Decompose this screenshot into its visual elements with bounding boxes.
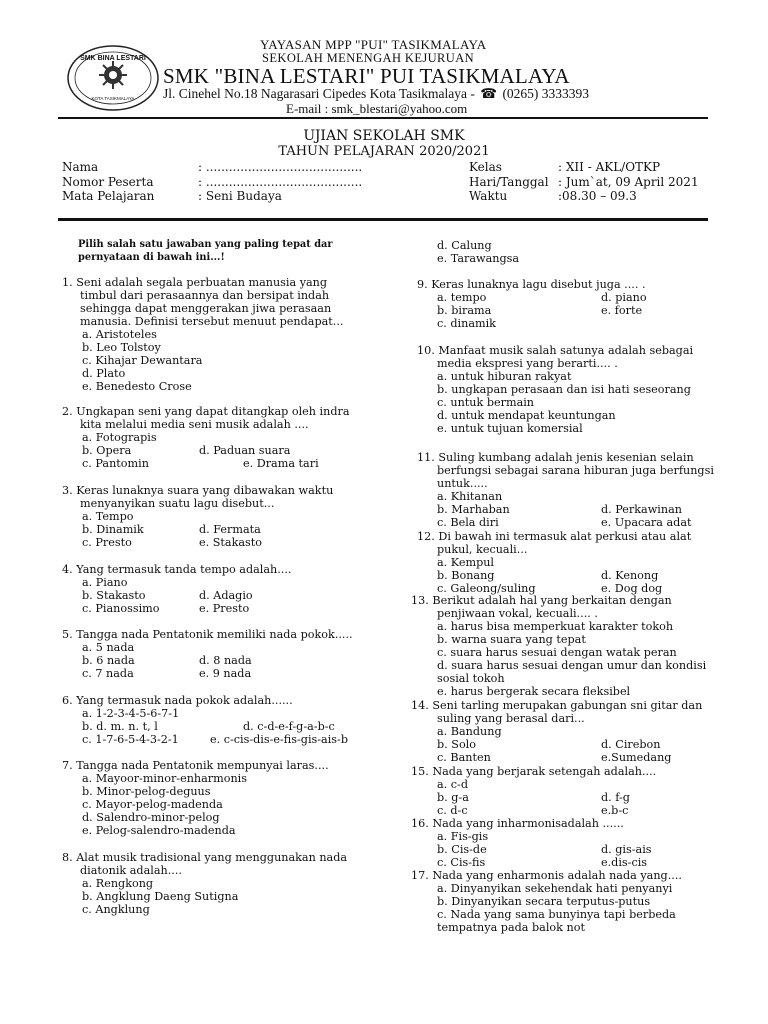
question-5: 5. Tangga nada Pentatonik memiliki nada pokok..... — [62, 628, 353, 641]
answer-option: b. Cis-de — [437, 843, 487, 856]
answer-option: a. Bandung — [437, 725, 502, 738]
question-text-cont: manusia. Definisi tersebut menuut pendapat... — [80, 315, 344, 328]
question-text-cont: kita melalui media seni musik adalah .... — [80, 418, 309, 431]
answer-option: c. Banten — [437, 751, 491, 764]
answer-option: b. Leo Tolstoy — [82, 341, 161, 354]
answer-option: d. Cirebon — [601, 738, 661, 751]
question-3: 3. Keras lunaknya suara yang dibawakan waktu — [62, 484, 334, 497]
exam-year: TAHUN PELAJARAN 2020/2021 — [278, 144, 490, 159]
school-address — [163, 86, 589, 102]
answer-option: e.Sumedang — [601, 751, 672, 764]
answer-option: e. Tarawangsa — [437, 252, 520, 265]
answer-option: sosial tokoh — [437, 672, 505, 685]
telephone-icon: ☎ — [480, 86, 498, 101]
answer-option: a. 1-2-3-4-5-6-7-1 — [82, 707, 180, 720]
answer-option: e. Benedesto Crose — [82, 380, 192, 393]
answer-option: e. Presto — [199, 602, 250, 615]
answer-option: d. suara harus sesuai dengan umur dan kondisi — [437, 659, 707, 672]
answer-option: b. Marhaban — [437, 503, 510, 516]
answer-option: b. 6 nada — [82, 654, 135, 667]
answer-option: a. Fis-gis — [437, 830, 489, 843]
answer-option: d. Fermata — [199, 523, 261, 536]
question-text-cont: media ekspresi yang berarti.... . — [437, 357, 618, 370]
question-14: 14. Seni tarling merupakan gabungan sni gitar dan — [411, 699, 703, 712]
answer-option: d. Plato — [82, 367, 126, 380]
question-7: 7. Tangga nada Pentatonik mempunyai laras.... — [62, 759, 329, 772]
field-value: :08.30 – 09.3 — [558, 189, 637, 203]
school-type: SEKOLAH MENENGAH KEJURUAN — [262, 51, 475, 65]
answer-option: a. c-d — [437, 778, 468, 791]
school-name: SMK "BINA LESTARI" PUI TASIKMALAYA — [163, 64, 570, 88]
answer-option: b. warna suara yang tepat — [437, 633, 586, 646]
question-text-cont: berfungsi sebagai sarana hiburan juga berfungsi — [437, 464, 714, 477]
info-divider — [58, 218, 708, 221]
answer-option: e. Dog dog — [601, 582, 663, 595]
question-text-cont: untuk..... — [437, 477, 488, 490]
question-8: 8. Alat musik tradisional yang menggunakan nada — [62, 851, 348, 864]
logo-text-bottom: KOTA TASIKMALAYA — [91, 96, 135, 101]
answer-option: d. 8 nada — [199, 654, 252, 667]
question-text-cont: sehingga dapat menggerakan jiwa perasaan — [80, 302, 332, 315]
field-value: : Jum`at, 09 April 2021 — [558, 175, 699, 189]
answer-option: d. piano — [601, 291, 647, 304]
answer-option: d. Salendro-minor-pelog — [82, 811, 220, 824]
question-10: 10. Manfaat musik salah satunya adalah sebagai — [417, 344, 694, 357]
foundation-name: YAYASAN MPP "PUI" TASIKMALAYA — [260, 37, 487, 52]
answer-option: c. Kihajar Dewantara — [82, 354, 203, 367]
answer-option: e. Stakasto — [199, 536, 262, 549]
answer-option: e. 9 nada — [199, 667, 252, 680]
answer-option: c. Pianossimo — [82, 602, 160, 615]
field-label: Nama — [62, 160, 99, 174]
answer-option: a. 5 nada — [82, 641, 135, 654]
answer-option: c. 7 nada — [82, 667, 134, 680]
answer-option: a. Kempul — [437, 556, 495, 569]
school-email: E-mail : smk_blestari@yahoo.com — [286, 101, 468, 116]
answer-option: c. Galeong/suling — [437, 582, 536, 595]
answer-option: b. Angklung Daeng Sutigna — [82, 890, 239, 903]
address-text: Jl. Cinehel No.18 Nagarasari Cipedes Kota Tasikmalaya - — [163, 86, 475, 101]
field-label: Mata Pelajaran — [62, 189, 155, 203]
answer-option: a. Khitanan — [437, 490, 503, 503]
question-11: 11. Suling kumbang adalah jenis kesenian selain — [417, 451, 694, 464]
answer-option: e. Upacara adat — [601, 516, 692, 529]
answer-option: b. d. m. n. t, l — [82, 720, 158, 733]
answer-option: e. harus bergerak secara fleksibel — [437, 685, 631, 698]
answer-option: d. c-d-e-f-g-a-b-c — [243, 720, 335, 733]
field-label: Nomor Peserta — [62, 175, 154, 189]
answer-option: c. Mayor-pelog-madenda — [82, 798, 223, 811]
answer-option: e. Drama tari — [243, 457, 319, 470]
answer-option: e. untuk tujuan komersial — [437, 422, 583, 435]
question-2: 2. Ungkapan seni yang dapat ditangkap oleh indra — [62, 405, 350, 418]
answer-option: tempatnya pada balok not — [437, 921, 585, 934]
instruction-line-2: pernyataan di bawah ini...! — [78, 252, 225, 263]
answer-option: b. Opera — [82, 444, 132, 457]
field-label: Kelas — [469, 160, 502, 174]
question-15: 15. Nada yang berjarak setengah adalah.... — [411, 765, 657, 778]
answer-option: c. Pantomin — [82, 457, 149, 470]
answer-option: b. ungkapan perasaan dan isi hati seseorang — [437, 383, 691, 396]
question-6: 6. Yang termasuk nada pokok adalah...... — [62, 694, 293, 707]
answer-option: d. Kenong — [601, 569, 659, 582]
answer-option: a. Dinyanyikan sekehendak hati penyanyi — [437, 882, 673, 895]
answer-option: b. g-a — [437, 791, 469, 804]
answer-option: c. d-c — [437, 804, 468, 817]
field-value: : Seni Budaya — [198, 189, 282, 203]
answer-option: c. Presto — [82, 536, 132, 549]
header-divider — [58, 117, 708, 119]
question-9: 9. Keras lunaknya lagu disebut juga .... . — [417, 278, 646, 291]
instruction-line-1: Pilih salah satu jawaban yang paling tepat dar — [78, 239, 333, 250]
question-13: 13. Berikut adalah hal yang berkaitan dengan — [411, 594, 672, 607]
answer-option: c. Bela diri — [437, 516, 499, 529]
answer-option: a. Rengkong — [82, 877, 154, 890]
answer-option: d. Adagio — [199, 589, 253, 602]
answer-option: c. dinamik — [437, 317, 496, 330]
field-label: Waktu — [469, 189, 508, 203]
answer-option: e. forte — [601, 304, 643, 317]
question-text-cont: menyanyikan suatu lagu disebut... — [80, 497, 275, 510]
question-12: 12. Di bawah ini termasuk alat perkusi atau alat — [417, 530, 692, 543]
field-value: : ......................................... — [198, 175, 363, 189]
answer-option: a. Aristoteles — [82, 328, 157, 341]
question-1: 1. Seni adalah segala perbuatan manusia yang — [62, 276, 328, 289]
question-16: 16. Nada yang inharmonisadalah ...... — [411, 817, 624, 830]
answer-option: c. Cis-fis — [437, 856, 486, 869]
answer-option: a. Mayoor-minor-enharmonis — [82, 772, 247, 785]
field-value: : XII - AKL/OTKP — [558, 160, 661, 174]
answer-option: a. harus bisa memperkuat karakter tokoh — [437, 620, 674, 633]
question-text-cont: penjiwaan vokal, kecuali.... . — [437, 607, 598, 620]
answer-option: e.b-c — [601, 804, 629, 817]
answer-option: d. gis-ais — [601, 843, 652, 856]
answer-option: b. Bonang — [437, 569, 495, 582]
answer-option: a. Tempo — [82, 510, 134, 523]
field-label: Hari/Tanggal — [469, 175, 549, 189]
field-value: : ......................................... — [198, 160, 363, 174]
answer-option: b. Stakasto — [82, 589, 146, 602]
answer-option: b. birama — [437, 304, 492, 317]
answer-option: b. Minor-pelog-deguus — [82, 785, 211, 798]
logo-text-top: SMK BINA LESTARI — [80, 55, 146, 62]
answer-option: c. suara harus sesuai dengan watak peran — [437, 646, 677, 659]
answer-option: c. untuk bermain — [437, 396, 535, 409]
answer-option: d. f-g — [601, 791, 630, 804]
answer-option: c. Nada yang sama bunyinya tapi berbeda — [437, 908, 676, 921]
answer-option: e. c-cis-dis-e-fis-gis-ais-b — [210, 733, 348, 746]
answer-option: b. Dinamik — [82, 523, 144, 536]
answer-option: d. Perkawinan — [601, 503, 682, 516]
school-logo — [66, 44, 160, 112]
question-text-cont: diatonik adalah.... — [80, 864, 182, 877]
answer-option: a. untuk hiburan rakyat — [437, 370, 572, 383]
exam-title: UJIAN SEKOLAH SMK — [303, 128, 465, 144]
phone-number: (0265) 3333393 — [502, 86, 590, 101]
question-17: 17. Nada yang enharmonis adalah nada yang.... — [411, 869, 682, 882]
answer-option: e.dis-cis — [601, 856, 648, 869]
answer-option: c. 1-7-6-5-4-3-2-1 — [82, 733, 179, 746]
question-text-cont: suling yang berasal dari... — [437, 712, 585, 725]
answer-option: a. Piano — [82, 576, 128, 589]
answer-option: b. Dinyanyikan secara terputus-putus — [437, 895, 651, 908]
answer-option: a. tempo — [437, 291, 487, 304]
question-4: 4. Yang termasuk tanda tempo adalah.... — [62, 563, 292, 576]
answer-option: d. Paduan suara — [199, 444, 291, 457]
answer-option: a. Fotograpis — [82, 431, 157, 444]
answer-option: d. Calung — [437, 239, 492, 252]
answer-option: c. Angklung — [82, 903, 150, 916]
answer-option: e. Pelog-salendro-madenda — [82, 824, 236, 837]
answer-option: b. Solo — [437, 738, 476, 751]
question-text-cont: pukul, kecuali... — [437, 543, 528, 556]
answer-option: d. untuk mendapat keuntungan — [437, 409, 616, 422]
question-text-cont: timbul dari perasaannya dan bersipat indah — [80, 289, 330, 302]
